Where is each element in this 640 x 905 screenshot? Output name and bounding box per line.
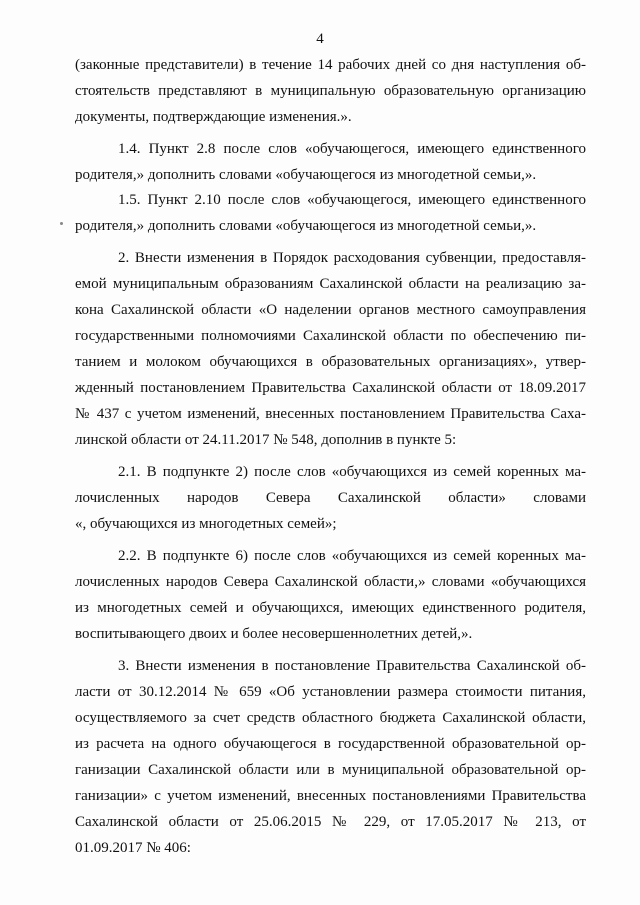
text-line: № 437 с учетом изменений, внесенных постановлением Правительства Саха- <box>75 406 586 422</box>
text-line: ласти от 30.12.2014 № 659 «Об установлении размера стоимости питания, <box>75 684 586 700</box>
text-line: Сахалинской области от 25.06.2015 № 229, от 17.05.2017 № 213, от <box>75 814 586 830</box>
text-line: «, обучающихся из многодетных семей»; <box>75 516 337 532</box>
text-line: из расчета на одного обучающегося в государственной образовательной ор- <box>75 736 586 752</box>
text-line: 1.4. Пункт 2.8 после слов «обучающегося, имеющего единственного <box>118 141 586 157</box>
text-line: лочисленных народов Севера Сахалинской области» словами <box>75 490 586 506</box>
text-line: ганизации» с учетом изменений, внесенных постановлениями Правительства <box>75 788 586 804</box>
text-line: документы, подтверждающие изменения.». <box>75 109 352 125</box>
text-line: государственными полномочиями Сахалинской области по обеспечению пи- <box>75 328 586 344</box>
text-line: воспитывающего двоих и более несовершеннолетних детей,». <box>75 626 473 642</box>
text-line: 01.09.2017 № 406: <box>75 840 191 856</box>
text-line: 1.5. Пункт 2.10 после слов «обучающегося, имеющего единственного <box>118 192 586 208</box>
text-line: кона Сахалинской области «О наделении органов местного самоуправления <box>75 302 586 318</box>
text-line: осуществляемого за счет средств областного бюджета Сахалинской области, <box>75 710 586 726</box>
text-line: ганизации Сахалинской области или в муниципальной образовательной ор- <box>75 762 586 778</box>
text-line: родителя,» дополнить словами «обучающегося из многодетной семьи,». <box>75 218 537 234</box>
text-line: линской области от 24.11.2017 № 548, дополнив в пункте 5: <box>75 432 457 448</box>
text-line: лочисленных народов Севера Сахалинской области,» словами «обучающихся <box>75 574 586 590</box>
page-number: 4 <box>316 31 324 47</box>
text-line: танием и молоком обучающихся в образовательных организациях», утвер- <box>75 354 586 370</box>
text-line: стоятельств представляют в муниципальную образовательную организацию <box>75 83 586 99</box>
text-line: родителя,» дополнить словами «обучающегося из многодетной семьи,». <box>75 167 537 183</box>
text-line: 2. Внести изменения в Порядок расходования субвенции, предоставля- <box>118 250 586 266</box>
text-line: жденный постановлением Правительства Сахалинской области от 18.09.2017 <box>75 380 586 396</box>
text-line: 2.1. В подпункте 2) после слов «обучающихся из семей коренных ма- <box>118 464 586 480</box>
text-line: из многодетных семей и обучающихся, имеющих единственного родителя, <box>75 600 586 616</box>
text-line: (законные представители) в течение 14 рабочих дней со дня наступления об- <box>75 57 586 73</box>
scan-speck <box>60 222 63 225</box>
text-line: 2.2. В подпункте 6) после слов «обучающихся из семей коренных ма- <box>118 548 586 564</box>
text-line: емой муниципальным образованиям Сахалинской области на реализацию за- <box>75 276 586 292</box>
text-line: 3. Внести изменения в постановление Правительства Сахалинской об- <box>118 658 586 674</box>
